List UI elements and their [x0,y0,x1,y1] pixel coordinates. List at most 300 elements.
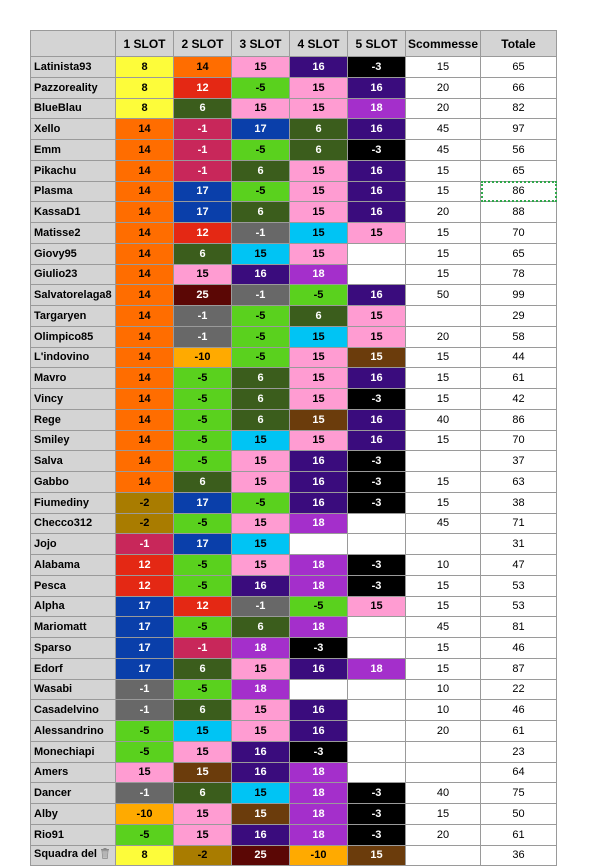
totale-cell[interactable]: 31 [481,534,557,555]
slot-2-cell[interactable]: 15 [174,741,232,762]
totale-cell[interactable]: 65 [481,243,557,264]
slot-4-cell[interactable]: 16 [290,472,348,493]
slot-4-cell[interactable]: -5 [290,596,348,617]
slot-3-cell[interactable]: 6 [232,202,290,223]
slot-2-cell[interactable]: -1 [174,638,232,659]
player-name-cell[interactable] [31,306,116,327]
slot-5-cell[interactable] [348,762,406,783]
scommesse-cell[interactable]: 45 [406,513,481,534]
slot-3-cell[interactable]: 15 [232,804,290,825]
totale-cell[interactable]: 38 [481,492,557,513]
slot-2-cell[interactable]: -1 [174,326,232,347]
totale-cell[interactable]: 53 [481,596,557,617]
player-name-cell[interactable] [31,472,116,493]
slot-2-cell[interactable]: 6 [174,98,232,119]
scommesse-cell[interactable]: 20 [406,326,481,347]
slot-5-cell[interactable]: 16 [348,119,406,140]
slot-5-cell[interactable]: 15 [348,326,406,347]
slot-3-cell[interactable]: -5 [232,326,290,347]
slot-3-cell[interactable]: 18 [232,679,290,700]
slot-4-cell[interactable]: -3 [290,741,348,762]
slot-4-cell[interactable]: -3 [290,638,348,659]
scommesse-cell[interactable]: 15 [406,57,481,78]
slot-2-cell[interactable]: -5 [174,555,232,576]
player-name-cell[interactable] [31,57,116,78]
totale-cell[interactable]: 46 [481,700,557,721]
slot-1-cell[interactable]: 12 [116,555,174,576]
scommesse-cell[interactable]: 15 [406,658,481,679]
slot-5-cell[interactable] [348,264,406,285]
slot-1-cell[interactable]: 14 [116,368,174,389]
slot-5-cell[interactable]: -3 [348,575,406,596]
slot-3-cell[interactable]: 17 [232,119,290,140]
slot-5-cell[interactable] [348,243,406,264]
slot-1-cell[interactable]: 14 [116,451,174,472]
slot-2-cell[interactable]: -2 [174,845,232,866]
slot-5-cell[interactable]: -3 [348,783,406,804]
player-name-cell[interactable] [31,285,116,306]
slot-5-cell[interactable]: -3 [348,492,406,513]
slot-4-cell[interactable]: -10 [290,845,348,866]
slot-2-cell[interactable]: -5 [174,617,232,638]
slot-1-cell[interactable]: 14 [116,347,174,368]
slot-2-cell[interactable]: -1 [174,119,232,140]
slot-1-cell[interactable]: 8 [116,845,174,866]
slot-4-cell[interactable] [290,534,348,555]
player-name-cell[interactable] [31,804,116,825]
slot-4-cell[interactable]: 6 [290,140,348,161]
scommesse-cell[interactable]: 15 [406,223,481,244]
totale-cell[interactable]: 50 [481,804,557,825]
scommesse-cell[interactable]: 15 [406,804,481,825]
slot-3-cell[interactable]: -5 [232,181,290,202]
slot-3-cell[interactable]: 15 [232,721,290,742]
scommesse-cell[interactable] [406,845,481,866]
slot-5-cell[interactable]: -3 [348,140,406,161]
slot-4-cell[interactable]: 15 [290,409,348,430]
scommesse-cell[interactable] [406,306,481,327]
totale-cell[interactable]: 65 [481,57,557,78]
totale-cell[interactable]: 70 [481,223,557,244]
slot-3-cell[interactable]: 15 [232,98,290,119]
slot-1-cell[interactable]: 14 [116,306,174,327]
slot-4-cell[interactable]: 18 [290,783,348,804]
totale-cell[interactable]: 29 [481,306,557,327]
slot-1-cell[interactable]: -5 [116,824,174,845]
slot-2-cell[interactable]: -5 [174,679,232,700]
slot-2-cell[interactable]: -10 [174,347,232,368]
slot-3-cell[interactable]: 25 [232,845,290,866]
slot-4-cell[interactable]: 16 [290,721,348,742]
slot-5-cell[interactable]: -3 [348,555,406,576]
slot-4-cell[interactable]: 16 [290,57,348,78]
totale-cell[interactable]: 71 [481,513,557,534]
scommesse-cell[interactable] [406,762,481,783]
slot-2-cell[interactable]: -1 [174,140,232,161]
slot-5-cell[interactable] [348,700,406,721]
slot-1-cell[interactable]: -5 [116,741,174,762]
scommesse-cell[interactable]: 10 [406,679,481,700]
slot-5-cell[interactable]: 16 [348,77,406,98]
scommesse-cell[interactable]: 15 [406,243,481,264]
slot-4-cell[interactable]: 15 [290,181,348,202]
player-name-cell[interactable] [31,741,116,762]
scommesse-cell[interactable]: 15 [406,389,481,410]
slot-4-cell[interactable]: 15 [290,347,348,368]
totale-cell[interactable]: 44 [481,347,557,368]
slot-5-cell[interactable]: 18 [348,658,406,679]
slot-3-cell[interactable]: 18 [232,638,290,659]
slot-2-cell[interactable]: 12 [174,77,232,98]
slot-1-cell[interactable]: 8 [116,77,174,98]
scommesse-cell[interactable]: 15 [406,638,481,659]
slot-3-cell[interactable]: 16 [232,575,290,596]
player-name-cell[interactable] [31,368,116,389]
slot-1-cell[interactable]: 14 [116,430,174,451]
slot-4-cell[interactable]: 15 [290,243,348,264]
player-name-cell[interactable] [31,721,116,742]
slot-5-cell[interactable]: 18 [348,98,406,119]
slot-1-cell[interactable]: 14 [116,264,174,285]
scommesse-cell[interactable]: 20 [406,98,481,119]
slot-4-cell[interactable]: 15 [290,368,348,389]
totale-cell[interactable]: 61 [481,721,557,742]
scommesse-cell[interactable]: 15 [406,181,481,202]
player-name-cell[interactable] [31,119,116,140]
slot-5-cell[interactable]: 16 [348,409,406,430]
totale-cell[interactable]: 99 [481,285,557,306]
totale-cell[interactable]: 58 [481,326,557,347]
scommesse-cell[interactable]: 15 [406,492,481,513]
slot-1-cell[interactable]: 14 [116,285,174,306]
scommesse-cell[interactable] [406,741,481,762]
slot-5-cell[interactable] [348,721,406,742]
scommesse-cell[interactable]: 15 [406,347,481,368]
slot-5-cell[interactable]: 15 [348,223,406,244]
slot-5-cell[interactable]: 15 [348,596,406,617]
slot-2-cell[interactable]: -5 [174,368,232,389]
slot-1-cell[interactable]: 17 [116,658,174,679]
slot-2-cell[interactable]: 15 [174,804,232,825]
player-name-cell[interactable] [31,140,116,161]
slot-1-cell[interactable]: -5 [116,721,174,742]
player-name-cell[interactable] [31,430,116,451]
slot-2-cell[interactable]: -5 [174,451,232,472]
slot-4-cell[interactable]: 18 [290,804,348,825]
totale-cell[interactable]: 81 [481,617,557,638]
totale-cell[interactable]: 64 [481,762,557,783]
slot-5-cell[interactable]: -3 [348,472,406,493]
slot-3-cell[interactable]: 16 [232,762,290,783]
player-name-cell[interactable] [31,243,116,264]
slot-3-cell[interactable]: -1 [232,223,290,244]
totale-cell-selected[interactable]: 86 [481,181,557,202]
totale-cell[interactable]: 78 [481,264,557,285]
slot-5-cell[interactable]: -3 [348,804,406,825]
slot-5-cell[interactable]: -3 [348,57,406,78]
player-name-cell[interactable] [31,638,116,659]
slot-2-cell[interactable]: 6 [174,472,232,493]
scommesse-cell[interactable]: 20 [406,721,481,742]
player-name-cell[interactable] [31,347,116,368]
slot-4-cell[interactable]: -5 [290,285,348,306]
totale-cell[interactable]: 56 [481,140,557,161]
slot-5-cell[interactable]: 16 [348,202,406,223]
totale-cell[interactable]: 86 [481,409,557,430]
slot-3-cell[interactable]: 15 [232,658,290,679]
totale-cell[interactable]: 23 [481,741,557,762]
slot-3-cell[interactable]: -5 [232,140,290,161]
slot-1-cell[interactable]: 14 [116,472,174,493]
scommesse-cell[interactable]: 15 [406,430,481,451]
totale-cell[interactable]: 75 [481,783,557,804]
slot-4-cell[interactable]: 15 [290,160,348,181]
totale-cell[interactable]: 97 [481,119,557,140]
scommesse-cell[interactable]: 15 [406,160,481,181]
player-name-cell[interactable] [31,264,116,285]
scommesse-cell[interactable]: 40 [406,783,481,804]
slot-5-cell[interactable]: -3 [348,389,406,410]
slot-4-cell[interactable]: 18 [290,264,348,285]
slot-1-cell[interactable]: 12 [116,575,174,596]
slot-3-cell[interactable]: 15 [232,243,290,264]
player-name-cell[interactable] [31,98,116,119]
scommesse-cell[interactable]: 10 [406,700,481,721]
slot-1-cell[interactable]: 14 [116,409,174,430]
slot-5-cell[interactable] [348,534,406,555]
slot-3-cell[interactable]: 6 [232,160,290,181]
slot-2-cell[interactable]: -5 [174,575,232,596]
slot-1-cell[interactable]: -2 [116,513,174,534]
slot-4-cell[interactable]: 15 [290,77,348,98]
player-name-cell[interactable] [31,575,116,596]
slot-5-cell[interactable] [348,617,406,638]
slot-3-cell[interactable]: -5 [232,492,290,513]
slot-2-cell[interactable]: 15 [174,264,232,285]
slot-3-cell[interactable]: 15 [232,451,290,472]
slot-4-cell[interactable] [290,679,348,700]
slot-3-cell[interactable]: 16 [232,741,290,762]
slot-4-cell[interactable]: 6 [290,119,348,140]
scommesse-cell[interactable] [406,451,481,472]
totale-cell[interactable]: 46 [481,638,557,659]
slot-5-cell[interactable]: -3 [348,451,406,472]
scommesse-cell[interactable]: 10 [406,555,481,576]
slot-3-cell[interactable]: 15 [232,472,290,493]
slot-5-cell[interactable]: 16 [348,181,406,202]
slot-3-cell[interactable]: 15 [232,513,290,534]
slot-1-cell[interactable]: 14 [116,202,174,223]
slot-2-cell[interactable]: -5 [174,409,232,430]
slot-4-cell[interactable]: 15 [290,326,348,347]
slot-4-cell[interactable]: 18 [290,513,348,534]
slot-5-cell[interactable] [348,638,406,659]
slot-3-cell[interactable]: 6 [232,389,290,410]
player-name-cell[interactable] [31,534,116,555]
totale-cell[interactable]: 65 [481,160,557,181]
player-name-cell[interactable] [31,492,116,513]
slot-2-cell[interactable]: 12 [174,596,232,617]
player-name-cell[interactable] [31,658,116,679]
player-name-cell[interactable] [31,77,116,98]
player-name-cell[interactable] [31,679,116,700]
slot-5-cell[interactable]: 16 [348,430,406,451]
slot-2-cell[interactable]: 25 [174,285,232,306]
totale-cell[interactable]: 70 [481,430,557,451]
slot-4-cell[interactable]: 16 [290,451,348,472]
slot-5-cell[interactable]: 16 [348,368,406,389]
slot-1-cell[interactable]: 15 [116,762,174,783]
player-name-cell[interactable] [31,513,116,534]
slot-3-cell[interactable]: 16 [232,264,290,285]
slot-1-cell[interactable]: 14 [116,140,174,161]
scommesse-cell[interactable]: 20 [406,824,481,845]
totale-cell[interactable]: 47 [481,555,557,576]
slot-1-cell[interactable]: -10 [116,804,174,825]
slot-2-cell[interactable]: -1 [174,160,232,181]
player-name-cell[interactable] [31,824,116,845]
slot-1-cell[interactable]: 14 [116,181,174,202]
slot-4-cell[interactable]: 15 [290,202,348,223]
slot-2-cell[interactable]: -5 [174,389,232,410]
slot-3-cell[interactable]: 6 [232,617,290,638]
slot-4-cell[interactable]: 16 [290,658,348,679]
scommesse-cell[interactable] [406,534,481,555]
slot-1-cell[interactable]: 14 [116,243,174,264]
player-name-cell[interactable] [31,762,116,783]
slot-1-cell[interactable]: -1 [116,534,174,555]
slot-2-cell[interactable]: 6 [174,243,232,264]
slot-4-cell[interactable]: 15 [290,389,348,410]
slot-2-cell[interactable]: 6 [174,700,232,721]
player-name-cell[interactable] [31,409,116,430]
slot-2-cell[interactable]: 14 [174,57,232,78]
player-name-cell[interactable] [31,389,116,410]
slot-3-cell[interactable]: -5 [232,347,290,368]
slot-4-cell[interactable]: 15 [290,430,348,451]
totale-cell[interactable]: 37 [481,451,557,472]
slot-3-cell[interactable]: 6 [232,409,290,430]
slot-2-cell[interactable]: 17 [174,202,232,223]
slot-4-cell[interactable]: 16 [290,492,348,513]
slot-3-cell[interactable]: -5 [232,77,290,98]
slot-1-cell[interactable]: 8 [116,98,174,119]
slot-2-cell[interactable]: 15 [174,762,232,783]
scommesse-cell[interactable]: 50 [406,285,481,306]
slot-1-cell[interactable]: -2 [116,492,174,513]
slot-2-cell[interactable]: 12 [174,223,232,244]
player-name-cell[interactable] [31,202,116,223]
slot-3-cell[interactable]: 15 [232,783,290,804]
player-name-cell[interactable] [31,555,116,576]
slot-2-cell[interactable]: 15 [174,824,232,845]
slot-3-cell[interactable]: -1 [232,596,290,617]
slot-5-cell[interactable]: 15 [348,347,406,368]
slot-1-cell[interactable]: 17 [116,617,174,638]
slot-5-cell[interactable]: 16 [348,160,406,181]
slot-2-cell[interactable]: 6 [174,783,232,804]
totale-cell[interactable]: 42 [481,389,557,410]
slot-5-cell[interactable] [348,679,406,700]
slot-3-cell[interactable]: 15 [232,555,290,576]
player-name-cell[interactable] [31,451,116,472]
scommesse-cell[interactable]: 40 [406,409,481,430]
slot-5-cell[interactable] [348,741,406,762]
slot-2-cell[interactable]: 17 [174,492,232,513]
scommesse-cell[interactable]: 20 [406,77,481,98]
scommesse-cell[interactable]: 15 [406,575,481,596]
slot-5-cell[interactable]: 16 [348,285,406,306]
totale-cell[interactable]: 66 [481,77,557,98]
slot-5-cell[interactable] [348,513,406,534]
slot-3-cell[interactable]: 15 [232,700,290,721]
player-name-cell[interactable] [31,845,116,866]
scommesse-cell[interactable]: 20 [406,202,481,223]
player-name-cell[interactable] [31,160,116,181]
slot-3-cell[interactable]: 6 [232,368,290,389]
scommesse-cell[interactable]: 15 [406,368,481,389]
slot-1-cell[interactable]: 14 [116,160,174,181]
slot-3-cell[interactable]: -1 [232,285,290,306]
slot-2-cell[interactable]: 6 [174,658,232,679]
slot-4-cell[interactable]: 18 [290,824,348,845]
slot-4-cell[interactable]: 18 [290,762,348,783]
slot-4-cell[interactable]: 16 [290,700,348,721]
slot-5-cell[interactable]: 15 [348,845,406,866]
slot-4-cell[interactable]: 18 [290,617,348,638]
player-name-cell[interactable] [31,326,116,347]
player-name-cell[interactable] [31,181,116,202]
slot-2-cell[interactable]: 15 [174,721,232,742]
slot-3-cell[interactable]: 16 [232,824,290,845]
slot-1-cell[interactable]: 14 [116,389,174,410]
slot-4-cell[interactable]: 15 [290,223,348,244]
scommesse-cell[interactable]: 15 [406,596,481,617]
totale-cell[interactable]: 22 [481,679,557,700]
scommesse-cell[interactable]: 15 [406,264,481,285]
totale-cell[interactable]: 36 [481,845,557,866]
totale-cell[interactable]: 63 [481,472,557,493]
slot-3-cell[interactable]: 15 [232,57,290,78]
slot-3-cell[interactable]: -5 [232,306,290,327]
slot-2-cell[interactable]: -5 [174,430,232,451]
totale-cell[interactable]: 61 [481,368,557,389]
slot-4-cell[interactable]: 6 [290,306,348,327]
player-name-cell[interactable] [31,617,116,638]
slot-3-cell[interactable]: 15 [232,430,290,451]
player-name-cell[interactable] [31,223,116,244]
scommesse-cell[interactable]: 45 [406,617,481,638]
slot-4-cell[interactable]: 18 [290,575,348,596]
slot-1-cell[interactable]: 14 [116,326,174,347]
scommesse-cell[interactable]: 45 [406,140,481,161]
slot-5-cell[interactable]: -3 [348,824,406,845]
scommesse-cell[interactable]: 45 [406,119,481,140]
slot-1-cell[interactable]: 8 [116,57,174,78]
player-name-cell[interactable] [31,596,116,617]
scommesse-cell[interactable]: 15 [406,472,481,493]
slot-1-cell[interactable]: 14 [116,119,174,140]
slot-1-cell[interactable]: -1 [116,783,174,804]
slot-2-cell[interactable]: 17 [174,181,232,202]
totale-cell[interactable]: 53 [481,575,557,596]
slot-2-cell[interactable]: -5 [174,513,232,534]
slot-4-cell[interactable]: 15 [290,98,348,119]
totale-cell[interactable]: 61 [481,824,557,845]
slot-2-cell[interactable]: -1 [174,306,232,327]
slot-1-cell[interactable]: 17 [116,596,174,617]
slot-3-cell[interactable]: 15 [232,534,290,555]
